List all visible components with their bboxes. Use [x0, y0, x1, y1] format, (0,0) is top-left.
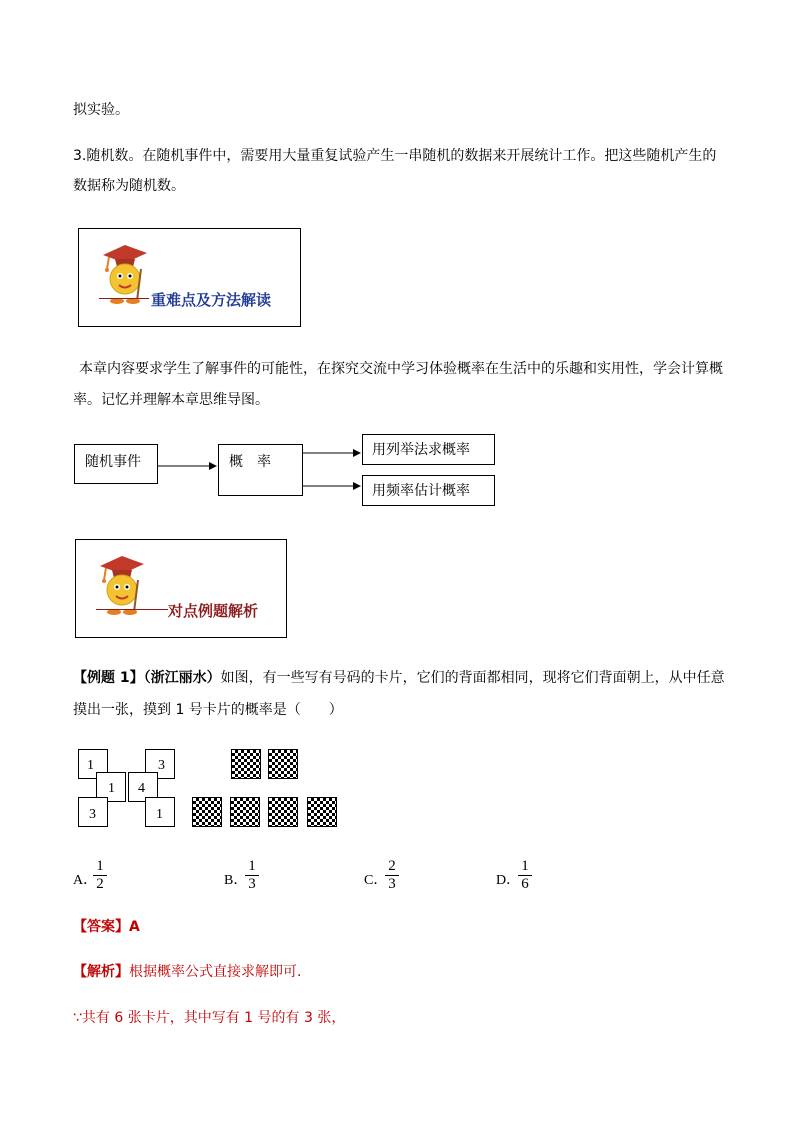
option-a-fraction: 1 2 — [93, 859, 107, 892]
section-banner-examples — [75, 539, 287, 638]
card-front — [78, 797, 108, 827]
doctor-cap-mascot-icon — [92, 550, 148, 622]
analysis-text: 根据概率公式直接求解即可． — [129, 964, 311, 980]
flow-node-label: 用频率估计概率 — [372, 483, 470, 499]
banner1-title: 重难点及方法解读 — [151, 291, 272, 309]
option-d-label: D． — [496, 873, 521, 888]
card-front — [145, 797, 175, 827]
flow-arrows — [0, 0, 794, 520]
card-number: 3 — [158, 758, 165, 773]
card-number: 4 — [138, 781, 145, 796]
card-number: 1 — [87, 758, 94, 773]
chapter-line2: 率。记忆并理解本章思维导图。 — [73, 392, 269, 408]
flow-node-label: 概 率 — [229, 454, 271, 470]
item3-line2: 数据称为随机数。 — [73, 178, 185, 194]
card-back — [192, 797, 222, 827]
card-number: 1 — [108, 781, 115, 796]
example-tag: 【例题 1】 — [73, 670, 144, 686]
banner2-title: 对点例题解析 — [168, 602, 259, 620]
option-c-label: C． — [364, 873, 388, 888]
reason-line: ∵共有 6 张卡片，其中写有 1 号的有 3 张， — [73, 1010, 346, 1026]
card-number: 1 — [156, 807, 163, 822]
card-back — [231, 749, 261, 779]
analysis-tag: 【解析】 — [73, 964, 129, 980]
option-c-fraction: 2 3 — [385, 859, 399, 892]
card-back — [307, 797, 337, 827]
example-source: （浙江丽水） — [143, 670, 221, 686]
answer-tag: 【答案】 — [73, 919, 129, 935]
intro-tail-text: 拟实验。 — [73, 102, 129, 118]
card-back — [268, 797, 298, 827]
card-back — [268, 749, 298, 779]
chapter-line1: 本章内容要求学生了解事件的可能性，在探究交流中学习体验概率在生活中的乐趣和实用性，学会计算概 — [79, 361, 723, 377]
answer-line — [73, 919, 140, 935]
example-line2: 摸出一张，摸到 1 号卡片的概率是（ ） — [73, 702, 343, 718]
flow-node-label: 用列举法求概率 — [372, 442, 470, 458]
option-d-fraction: 1 6 — [518, 859, 532, 892]
example-line1 — [73, 670, 725, 686]
option-a-label: A． — [73, 873, 98, 888]
answer-value: A — [129, 919, 140, 935]
item3-line1: 3.随机数。在随机事件中，需要用大量重复试验产生一串随机的数据来开展统计工作。把这些随机产生的 — [73, 148, 717, 164]
banner-rule — [96, 609, 168, 610]
card-back — [230, 797, 260, 827]
analysis-line — [73, 964, 311, 980]
example-line1-text: 如图，有一些写有号码的卡片，它们的背面都相同，现将它们背面朝上，从中任意 — [220, 670, 725, 686]
flow-node-label: 随机事件 — [85, 454, 141, 470]
option-b-fraction: 1 3 — [245, 859, 259, 892]
option-b-label: B． — [224, 873, 248, 888]
card-number: 3 — [89, 807, 96, 822]
